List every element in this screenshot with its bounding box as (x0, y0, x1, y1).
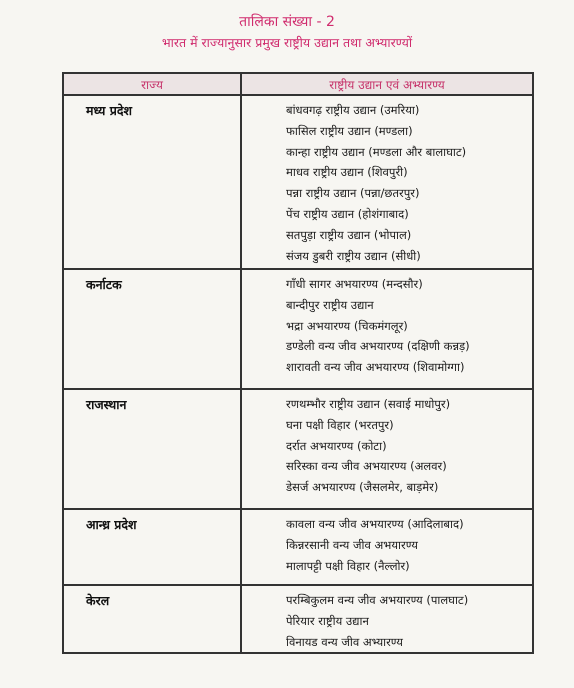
state-name: आन्ध्र प्रदेश (86, 517, 137, 532)
table-caption: तालिका संख्या - 2 (239, 14, 335, 30)
list-item: परम्बिकुलम वन्य जीव अभयारण्य (पालघाट) (286, 593, 469, 607)
park-list (286, 590, 468, 652)
list-item: गाँधी सागर अभयारण्य (मन्दसौर) (286, 277, 423, 291)
state-name: मध्य प्रदेश (86, 103, 133, 118)
list-item: घना पक्षी विहार (भरतपुर) (286, 417, 394, 432)
list-item: कान्हा राष्ट्रीय उद्यान (मण्डला और बालाघाट) (286, 144, 467, 159)
park-list (286, 394, 450, 498)
list-item: डेसर्ज अभयारण्य (जैसलमेर, बाड़मेर) (286, 480, 439, 495)
list-item: कावला वन्य जीव अभयारण्य (आदिलाबाद) (286, 517, 464, 531)
state-name: केरल (86, 593, 110, 608)
park-list (286, 274, 470, 378)
list-item: पेरियार राष्ट्रीय उद्यान (286, 613, 369, 628)
table-row (64, 96, 532, 270)
table-row (64, 270, 532, 390)
park-list (286, 514, 464, 576)
table-row (64, 390, 532, 510)
list-item: पन्ना राष्ट्रीय उद्यान (पन्ना/छतरपुर) (286, 186, 420, 201)
list-item: बांधवगढ़ राष्ट्रीय उद्यान (उमरिया) (286, 103, 420, 117)
header-parks: राष्ट्रीय उद्यान एवं अभ्यारण्य (329, 78, 445, 92)
list-item: सतपुड़ा राष्ट्रीय उद्यान (भोपाल) (286, 227, 412, 242)
park-list (286, 100, 466, 266)
list-item: पेंच राष्ट्रीय उद्यान (होशंगाबाद) (286, 206, 409, 221)
list-item: शारावती वन्य जीव अभयारण्य (शिवामोग्गा) (286, 360, 465, 375)
header-state: राज्य (141, 78, 163, 92)
parks-table (62, 72, 534, 654)
list-item: बान्दीपुर राष्ट्रीय उद्यान (286, 297, 374, 312)
list-item: डण्डेली वन्य जीव अभयारण्य (दक्षिणी कन्नड़) (286, 339, 470, 354)
state-name: कर्नाटक (86, 277, 122, 292)
list-item: फासिल राष्ट्रीय उद्यान (मण्डला) (286, 123, 413, 138)
table-row (64, 510, 532, 586)
list-item: रणथम्भौर राष्ट्रीय उद्यान (सवाई माधोपुर) (286, 397, 451, 411)
list-item: भद्रा अभयारण्य (चिकमंगलूर) (286, 318, 408, 333)
table-header (64, 74, 532, 96)
list-item: दर्रात अभयारण्य (कोटा) (286, 438, 387, 453)
state-name: राजस्थान (86, 397, 127, 412)
table-row (64, 586, 532, 652)
table-subtitle: भारत में राज्यानुसार प्रमुख राष्ट्रीय उद्यान तथा अभ्यारण्यों (161, 35, 413, 50)
list-item: मालापट्टी पक्षी विहार (नैल्लोर) (286, 558, 410, 573)
list-item: विनायड वन्य जीव अभ्यारण्य (286, 634, 403, 649)
list-item: संजय डुबरी राष्ट्रीय उद्यान (सीधी) (286, 248, 421, 263)
list-item: माधव राष्ट्रीय उद्यान (शिवपुरी) (286, 165, 408, 180)
list-item: किन्नरसानी वन्य जीव अभयारण्य (286, 537, 418, 552)
list-item: सरिस्का वन्य जीव अभयारण्य (अलवर) (286, 459, 447, 474)
